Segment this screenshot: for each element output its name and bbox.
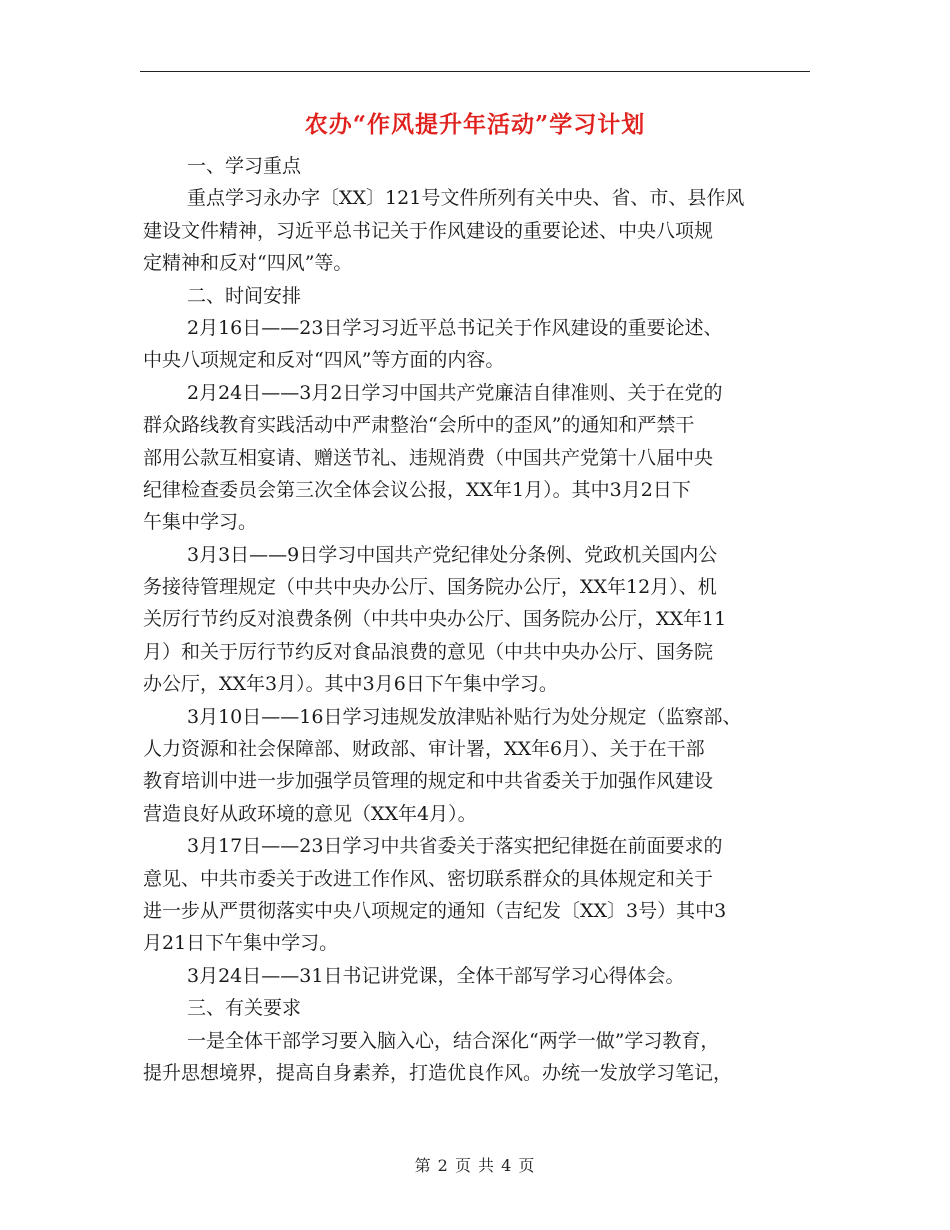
text-line: 3月10日——16日学习违规发放津贴补贴行为处分规定（监察部、: [187, 705, 742, 728]
text-line: 一是全体干部学习要入脑入心，结合深化“两学一做”学习教育，: [187, 1029, 720, 1052]
document-body: [143, 150, 815, 1089]
text-line: 建设文件精神，习近平总书记关于作风建设的重要论述、中央八项规: [143, 219, 714, 242]
text-line: 部用公款互相宴请、赠送节礼、违规消费（中国共产党第十八届中央: [143, 446, 714, 469]
text-line: 3月3日——9日学习中国共产党纪律处分条例、党政机关国内公: [187, 543, 718, 566]
text-line: 中央八项规定和反对“四风”等方面的内容。: [143, 349, 505, 372]
text-line: 月21日下午集中学习。: [143, 932, 339, 955]
text-line: 月）和关于厉行节约反对食品浪费的意见（中共中央办公厅、国务院: [143, 640, 714, 663]
header-rule: [140, 71, 810, 72]
text-line: 关厉行节约反对浪费条例（中共中央办公厅、国务院办公厅，XX年11: [143, 608, 727, 631]
text-line: 意见、中共市委关于改进工作作风、密切联系群众的具体规定和关于: [143, 867, 714, 890]
text-line: 营造良好从政环境的意见（XX年4月）。: [143, 802, 477, 825]
text-line: 教育培训中进一步加强学员管理的规定和中共省委关于加强作风建设: [143, 770, 714, 793]
text-line: 纪律检查委员会第三次全体会议公报，XX年1月）。其中3月2日下: [143, 478, 691, 501]
text-line: 办公厅，XX年3月）。其中3月6日下午集中学习。: [143, 673, 558, 696]
text-line: 2月24日——3月2日学习中国共产党廉洁自律准则、关于在党的: [187, 381, 723, 404]
document-title: 农办“作风提升年活动”学习计划: [304, 111, 646, 138]
text-line: 二、时间安排: [187, 284, 302, 307]
text-line: 3月24日——31日书记讲党课，全体干部写学习心得体会。: [187, 964, 685, 987]
text-line: 重点学习永办字〔XX〕121号文件所列有关中央、省、市、县作风: [187, 187, 745, 210]
text-line: 3月17日——23日学习中共省委关于落实把纪律挺在前面要求的: [187, 835, 723, 858]
text-line: 2月16日——23日学习习近平总书记关于作风建设的重要论述、: [187, 316, 723, 339]
text-line: 定精神和反对“四风”等。: [143, 252, 353, 275]
text-line: 三、有关要求: [187, 997, 302, 1020]
text-line: 人力资源和社会保障部、财政部、审计署，XX年6月）、关于在干部: [143, 738, 705, 761]
text-line: 一、学习重点: [187, 155, 302, 177]
text-line: 午集中学习。: [143, 511, 258, 534]
text-line: 提升思想境界，提高自身素养，打造优良作风。办统一发放学习笔记，: [143, 1061, 733, 1084]
page-footer: 第 2 页 共 4 页: [414, 1156, 536, 1175]
text-line: 群众路线教育实践活动中严肃整治“会所中的歪风”的通知和严禁干: [143, 414, 695, 437]
text-line: 进一步从严贯彻落实中央八项规定的通知（吉纪发〔XX〕3号）其中3: [143, 899, 727, 922]
text-line: 务接待管理规定（中共中央办公厅、国务院办公厅，XX年12月）、机: [143, 576, 717, 599]
